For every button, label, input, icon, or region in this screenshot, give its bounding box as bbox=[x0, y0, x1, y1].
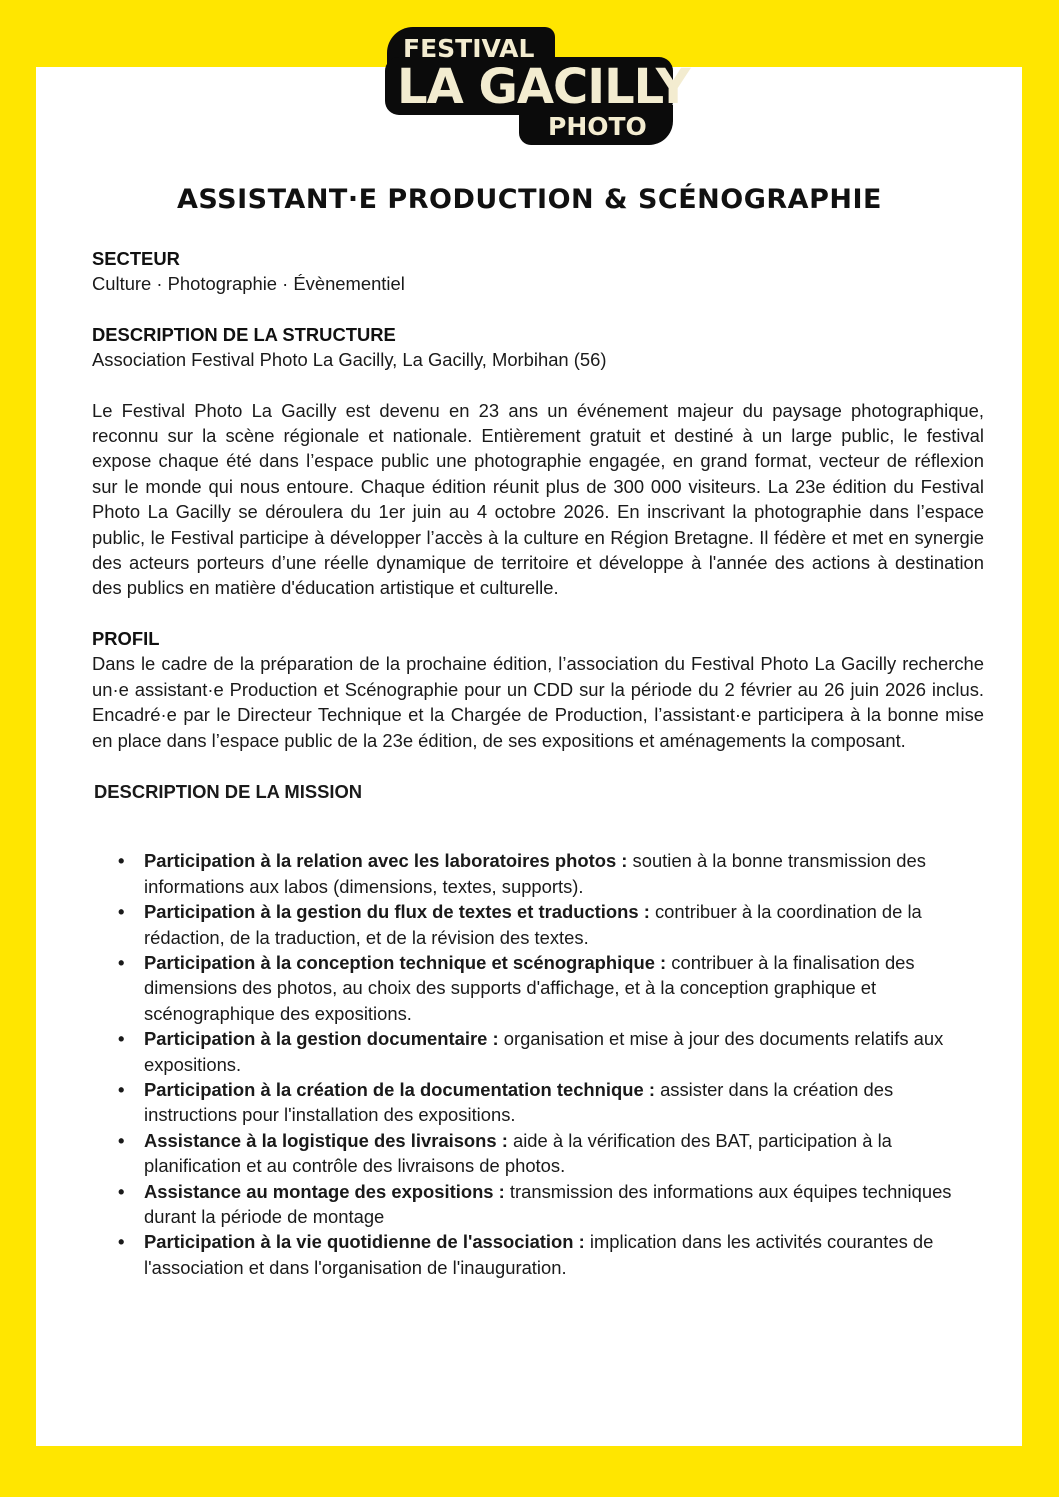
page-title: ASSISTANT·E PRODUCTION & SCÉNOGRAPHIE bbox=[177, 184, 882, 215]
bullet-icon: • bbox=[118, 901, 125, 923]
bullet-icon: • bbox=[118, 951, 125, 973]
list-item: • Assistance au montage des expositions : transmission des informations aux équipes techniques durant la période de montage bbox=[118, 1180, 952, 1227]
bullet-icon: • bbox=[118, 1129, 125, 1151]
bullet-icon: • bbox=[118, 1028, 125, 1050]
list-item: • Participation à la conception technique et scénographique : contribuer à la finalisation des dimensions des photos, au choix des supports d'affichage, et à la conception graphique et scénographique des expositions. bbox=[118, 951, 915, 1024]
section-text: Culture · Photographie · Évènementiel bbox=[92, 273, 405, 295]
list-item: • Participation à la gestion du flux de textes et traductions : contribuer à la coordination de la rédaction, de la traduction, et de la révision des textes. bbox=[118, 901, 922, 948]
section-heading: SECTEUR bbox=[92, 248, 180, 269]
festival-logo bbox=[385, 27, 690, 147]
section-structure bbox=[92, 322, 984, 601]
structure-paragraph: Le Festival Photo La Gacilly est devenu en 23 ans un événement majeur du paysage photographique, reconnu sur la scène régionale et nationale. Entièrement gratuit et destiné à un large public, le festival expose chaque été dans l’espace public une photographie engagée, en grand format, vecteur de réflexion sur le monde qui nous entoure. Chaque édition réunit plus de 300 000 visiteurs. La 23e édition du Festival Photo La Gacilly se déroulera du 1er juin au 4 octobre 2026. En inscrivant la photographie dans l’espace public, le Festival participe à développer l’accès à la culture en Région Bretagne. Il fédère et met en synergie des acteurs porteurs d’une réelle dynamique de territoire et développe à l'année des actions à destination des publics en matière d'éducation artistique et culturelle. bbox=[92, 399, 984, 599]
section-heading: PROFIL bbox=[92, 627, 160, 649]
bullet-icon: • bbox=[118, 1078, 125, 1100]
list-item: • Participation à la gestion documentaire : organisation et mise à jour des documents relatifs aux expositions. bbox=[118, 1028, 944, 1075]
bullet-icon: • bbox=[118, 850, 125, 872]
list-item: • Assistance à la logistique des livraisons : aide à la vérification des BAT, participation à la planification et au contrôle des livraisons de photos. bbox=[118, 1129, 892, 1177]
bullet-icon: • bbox=[118, 1180, 125, 1202]
list-item: • Participation à la création de la documentation technique : assister dans la création des instructions pour l'installation des expositions. bbox=[118, 1078, 894, 1126]
profil-paragraph: Dans le cadre de la préparation de la prochaine édition, l’association du Festival Photo La Gacilly recherche un·e assistant·e Production et Scénographie pour un CDD sur la période du 2 février au 26 juin 2026 inclus. Encadré·e par le Directeur Technique et la Chargée de Production, l’assistant·e participera à la bonne mise en place dans l’espace public de la 23e édition, de ses expositions et aménagements la composant. bbox=[92, 653, 984, 751]
list-item: • Participation à la vie quotidienne de l'association : implication dans les activités courantes de l'association et dans l'organisation de l'inauguration. bbox=[118, 1231, 934, 1278]
section-text: Association Festival Photo La Gacilly, La Gacilly, Morbihan (56) bbox=[92, 349, 607, 371]
logo-text-photo: PHOTO bbox=[548, 112, 647, 141]
section-secteur bbox=[92, 246, 984, 297]
section-profil bbox=[92, 626, 984, 753]
section-mission bbox=[92, 779, 984, 1280]
logo-text-festival: FESTIVAL bbox=[403, 34, 535, 63]
document-body bbox=[92, 246, 984, 1280]
section-heading: DESCRIPTION DE LA STRUCTURE bbox=[92, 323, 396, 345]
section-heading: DESCRIPTION DE LA MISSION bbox=[94, 780, 363, 802]
list-item: • Participation à la relation avec les laboratoires photos : soutien à la bonne transmission des informations aux labos (dimensions, textes, supports). bbox=[118, 850, 926, 897]
bullet-icon: • bbox=[118, 1231, 125, 1253]
logo-text-la-gacilly: LA GACILLY bbox=[397, 59, 690, 115]
mission-list bbox=[92, 848, 984, 1280]
